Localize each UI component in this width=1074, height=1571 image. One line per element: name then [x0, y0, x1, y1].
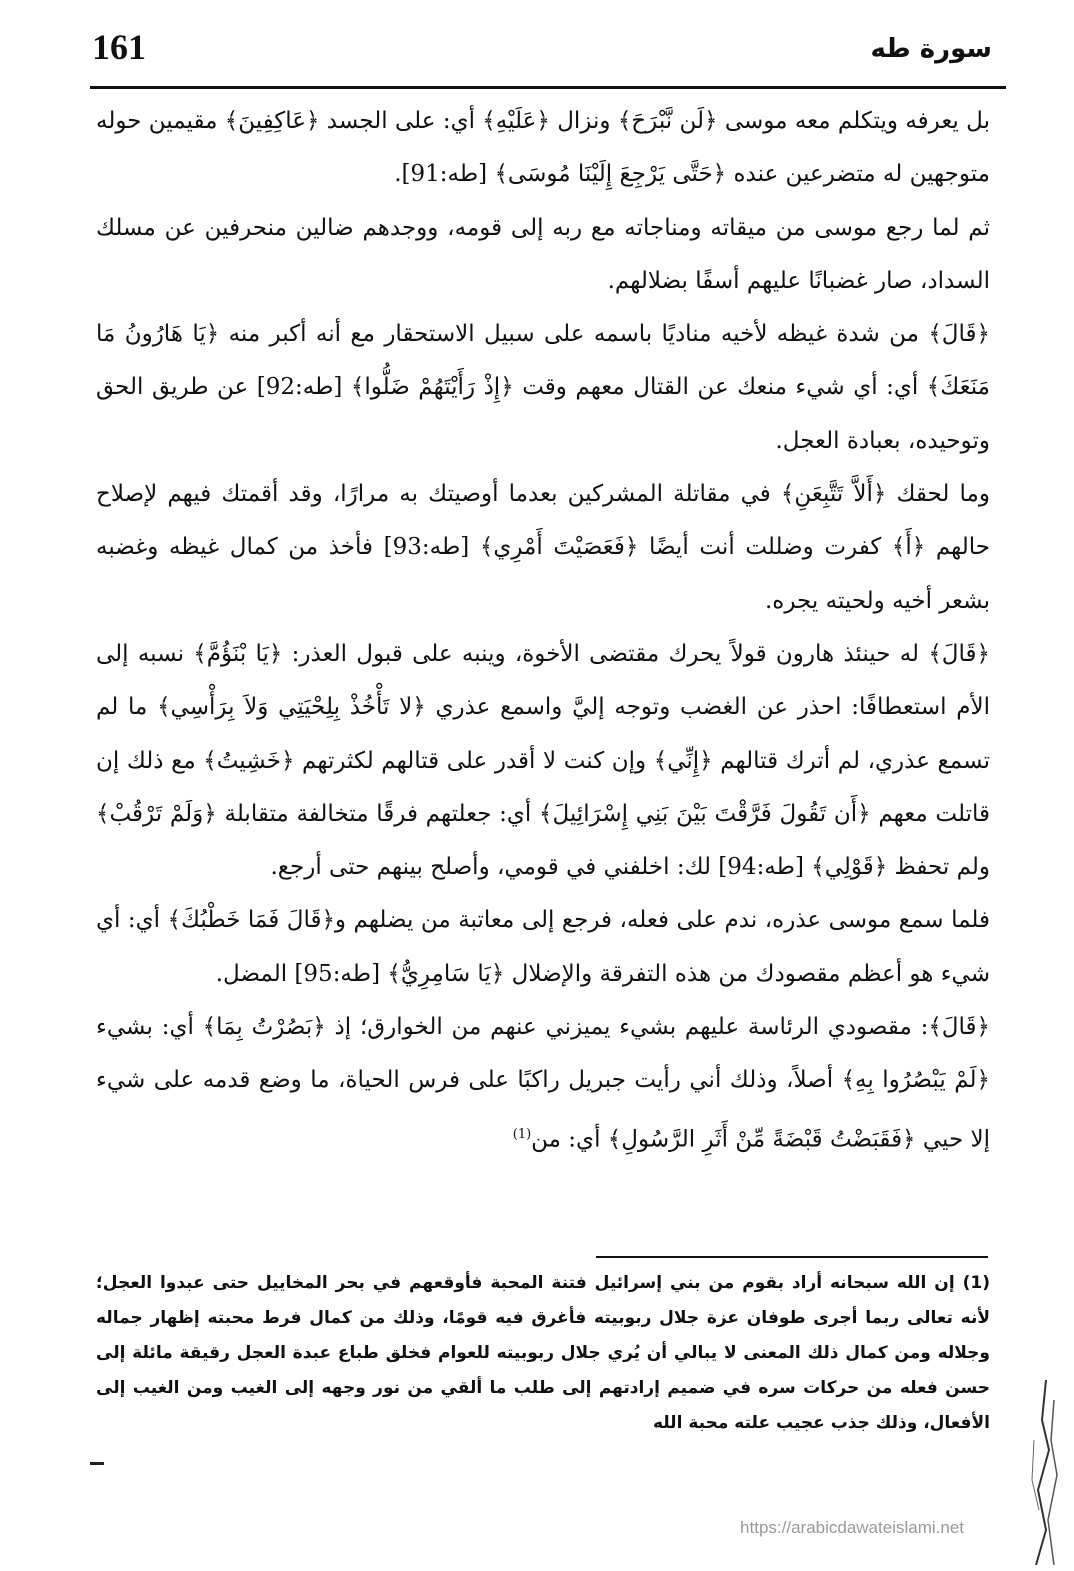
header-rule: [90, 86, 1006, 89]
footnote-rule: [596, 1256, 988, 1258]
page-number: 161: [92, 27, 146, 67]
surah-title: سورة طه: [870, 34, 992, 64]
paragraph: ﴿قَالَ﴾ له حينئذ هارون قولاً يحرك مقتضى الأخوة، وينبه على قبول العذر: ﴿يَا بْنَؤُمَّ﴾ نسبه إلى الأم استعطافًا: احذر عن الغضب وتوجه إليَّ واسمع عذري ﴿لا تَأْخُذْ بِلِحْيَتِي وَلاَ بِرَأْسِي﴾ ما لم تسمع عذري، لم أترك قتالهم ﴿إِنِّي﴾ وإن كنت لا أقدر على قتالهم لكثرتهم ﴿خَشِيتُ﴾ مع ذلك إن قاتلت معهم ﴿أَن تَقُولَ فَرَّقْتَ بَيْنَ بَنِي إِسْرَائِيلَ﴾ أي: جعلتهم فرقًا متخالفة متقابلة ﴿وَلَمْ تَرْقُبْ﴾ ولم تحفظ ﴿قَوْلِي﴾ [طه:94] لك: اخلفني في قومي، وأصلح بينهم حتى أرجع.: [96, 640, 990, 881]
paragraph: فلما سمع موسى عذره، ندم على فعله، فرجع إلى معاتبة من يضلهم و﴿قَالَ فَمَا خَطْبُكَ﴾ أي: أي شيء هو أعظم مقصودك من هذه التفرقة والإضلال ﴿يَا سَامِرِيُّ﴾ [طه:95] المضل.: [96, 907, 990, 987]
paragraph: ثم لما رجع موسى من ميقاته ومناجاته مع ربه إلى قومه، ووجدهم ضالين منحرفين عن مسلك السداد، صار غضبانًا عليهم أسفًا بضلالهم.: [96, 214, 990, 294]
paragraph-with-footnote: [96, 1001, 990, 1167]
body-text: [96, 95, 990, 1167]
footnote-text: إن الله سبحانه أراد بقوم من بني إسرائيل فتنة المحبة فأوقعهم في بحر المخاييل حتى عبدوا العجل؛ لأنه تعالى ربما أجرى طوفان عزة جلال ربوبيته فأغرق فيه قومًا، وذلك من كمال فرط محبته إظهار جماله وجلاله ومن كمال ذلك المعنى لا يبالي أن يُري جلال ربوبيته للعوام فخلق طباع عبدة العجل رقيقة مائلة إلى حسن فعله من حركات سره في ضميم إرادتهم إلى طلب ما ألقي من نور وجهه إلى الغيب ومن الغيب إلى الأفعال، وذلك جذب عجيب علته محبة الله: [96, 1273, 990, 1433]
dash-mark: [90, 1462, 104, 1465]
paragraph: ﴿قَالَ﴾ من شدة غيظه لأخيه مناديًا باسمه على سبيل الاستحقار مع أنه أكبر منه ﴿يَا هَارُونُ مَا مَنَعَكَ﴾ أي: أي شيء منعك عن القتال معهم وقت ﴿إِذْ رَأَيْتَهُمْ ضَلُّوا﴾ [طه:92] عن طريق الحق وتوحيده، بعبادة العجل.: [96, 321, 990, 454]
paragraph: وما لحقك ﴿أَلاَّ تَتَّبِعَنِ﴾ في مقاتلة المشركين بعدما أوصيتك به مرارًا، وقد أقمتك فيهم لإصلاح حالهم ﴿أَ﴾ كفرت وضللت أنت أيضًا ﴿فَعَصَيْتَ أَمْرِي﴾ [طه:93] فأخذ من كمال غيظه وغضبه بشعر أخيه ولحيته يجره.: [96, 481, 990, 614]
footnote-reference: (1): [512, 1126, 532, 1142]
footnote-marker: (1): [962, 1273, 990, 1293]
footnote: [96, 1266, 990, 1441]
paragraph-text: ﴿قَالَ﴾: مقصودي الرئاسة عليهم بشيء يميزني عنهم من الخوارق؛ إذ ﴿بَصُرْتُ بِمَا﴾ أي: بشيء ﴿لَمْ يَبْصُرُوا بِهِ﴾ أصلاً، وذلك أني رأيت جبريل راكبًا على فرس الحياة، ما وضع قدمه على شيء إلا حيي ﴿فَقَبَضْتُ قَبْضَةً مِّنْ أَثَرِ الرَّسُولِ﴾ أي: من: [96, 1014, 990, 1153]
paragraph: بل يعرفه ويتكلم معه موسى ﴿لَن نَّبْرَحَ﴾ ونزال ﴿عَلَيْهِ﴾ أي: على الجسد ﴿عَاكِفِينَ﴾ مقيمين حوله متوجهين له متضرعين عنده ﴿حَتَّى يَرْجِعَ إِلَيْنَا مُوسَى﴾ [طه:91].: [96, 108, 990, 188]
watermark: https://arabicdawateislami.net: [740, 1518, 964, 1537]
scan-edge-artifact: [1024, 1380, 1064, 1565]
